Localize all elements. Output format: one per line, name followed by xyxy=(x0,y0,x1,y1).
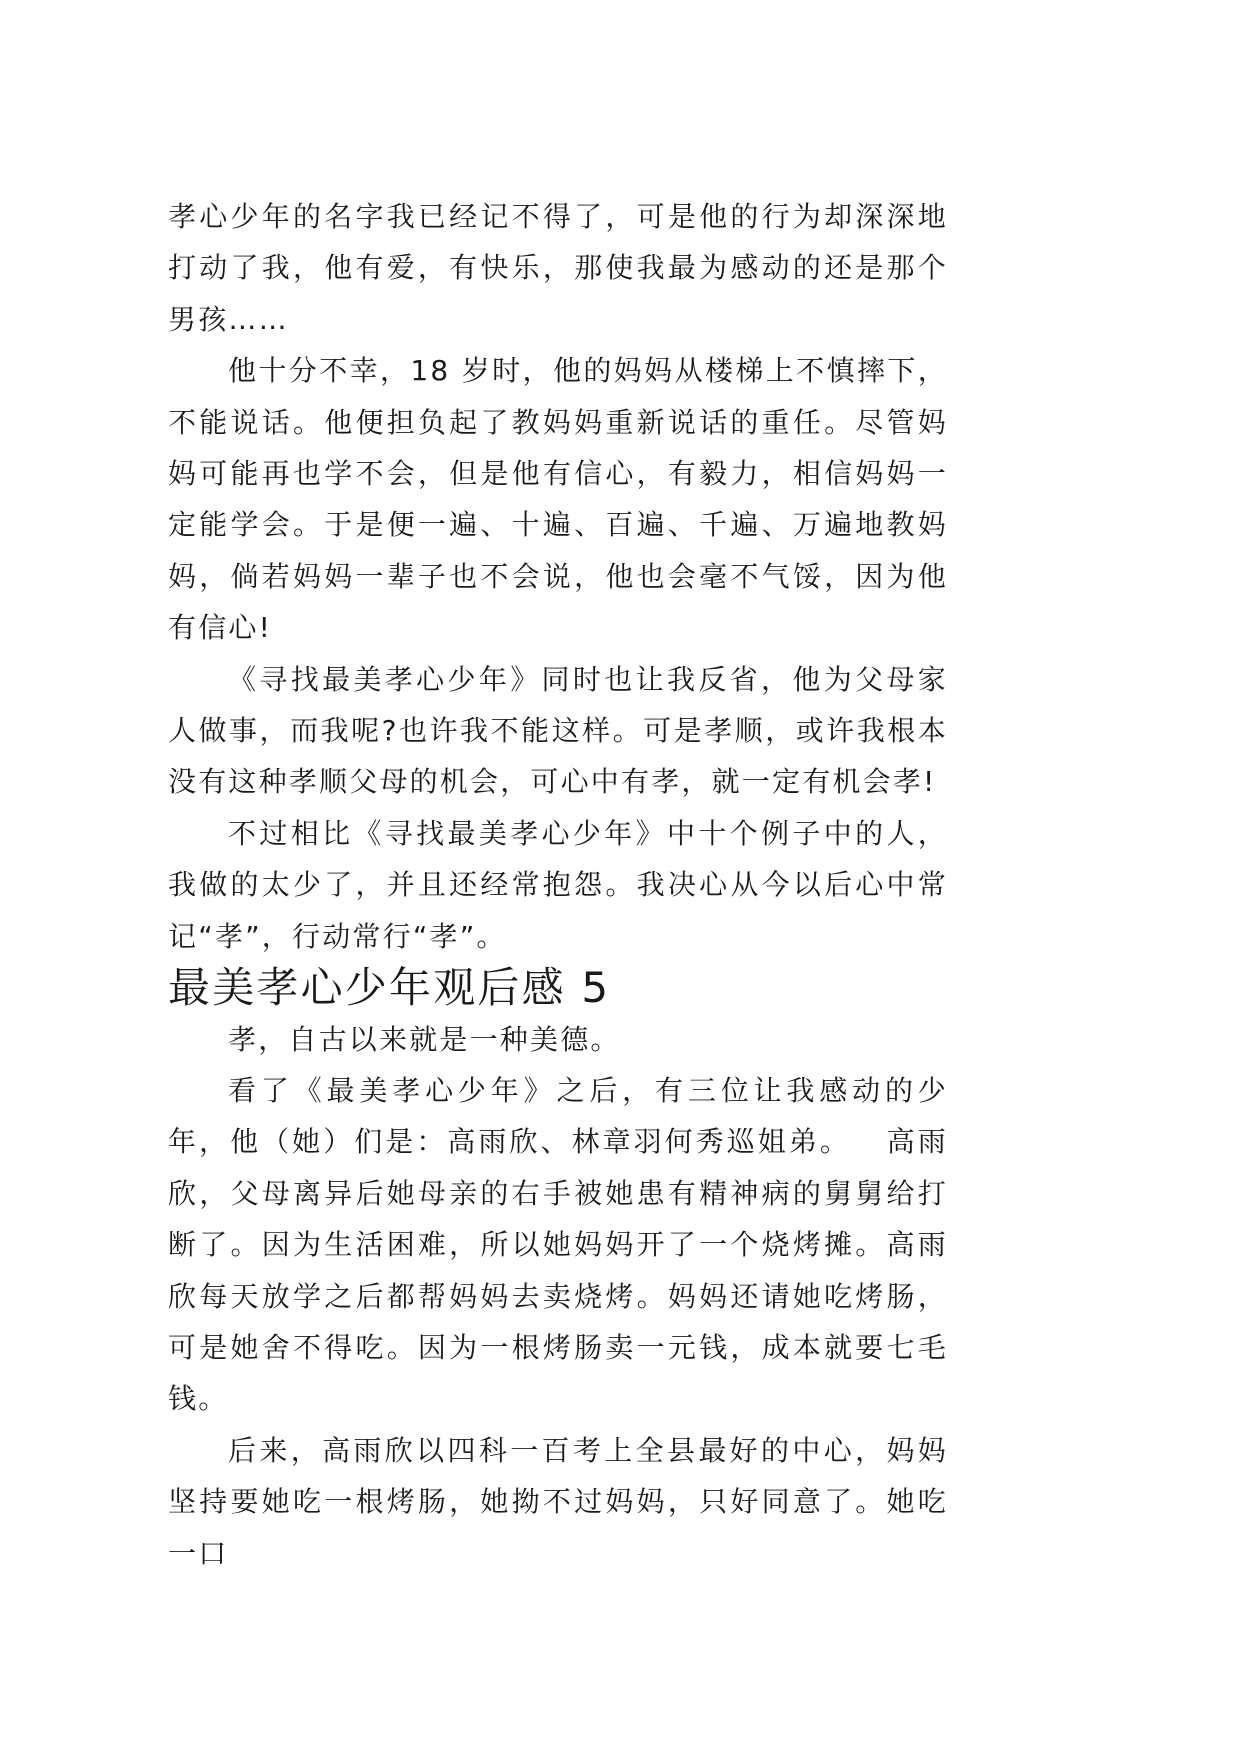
paragraph: 后来，高雨欣以四科一百考上全县最好的中心，妈妈坚持要她吃一根烤肠，她拗不过妈妈，只好同意了。她吃一口 xyxy=(168,1433,948,1570)
paragraph: 《寻找最美孝心少年》同时也让我反省，他为父母家人做事，而我呢?也许我不能这样。可是孝顺，或许我根本没有这种孝顺父母的机会，可心中有孝，就一定有机会孝! xyxy=(168,662,948,799)
paragraph: 他十分不幸，18 岁时，他的妈妈从楼梯上不慎摔下，不能说话。他便担负起了教妈妈重新说话的重任。尽管妈妈可能再也学不会，但是他有信心，有毅力，相信妈妈一定能学会。于是便一遍、十遍、百遍、千遍、万遍地教妈妈，倘若妈妈一辈子也不会说，他也会毫不气馁，因为他有信心! xyxy=(168,354,948,645)
paragraph-continuation: 孝心少年的名字我已经记不得了，可是他的行为却深深地打动了我，他有爱，有快乐，那使我最为感动的还是那个男孩…… xyxy=(168,200,948,336)
paragraph: 孝，自古以来就是一种美德。 xyxy=(228,1022,621,1056)
paragraph: 不过相比《寻找最美孝心少年》中十个例子中的人，我做的太少了，并且还经常抱怨。我决心从今以后心中常记“孝”，行动常行“孝”。 xyxy=(168,816,948,953)
document-body xyxy=(168,191,948,1579)
paragraph: 看了《最美孝心少年》之后，有三位让我感动的少年，他（她）们是：高雨欣、林章羽何秀巡姐弟。 高雨欣，父母离异后她母亲的右手被她患有精神病的舅舅给打断了。因为生活困难，所以她妈妈开了一个烧烤摊。高雨欣每天放学之后都帮妈妈去卖烧烤。妈妈还请她吃烤肠，可是她舍不得吃。因为一根烤肠卖一元钱，成本就要七毛钱。 xyxy=(168,1073,948,1416)
section-heading: 最美孝心少年观后感 5 xyxy=(168,963,611,1013)
